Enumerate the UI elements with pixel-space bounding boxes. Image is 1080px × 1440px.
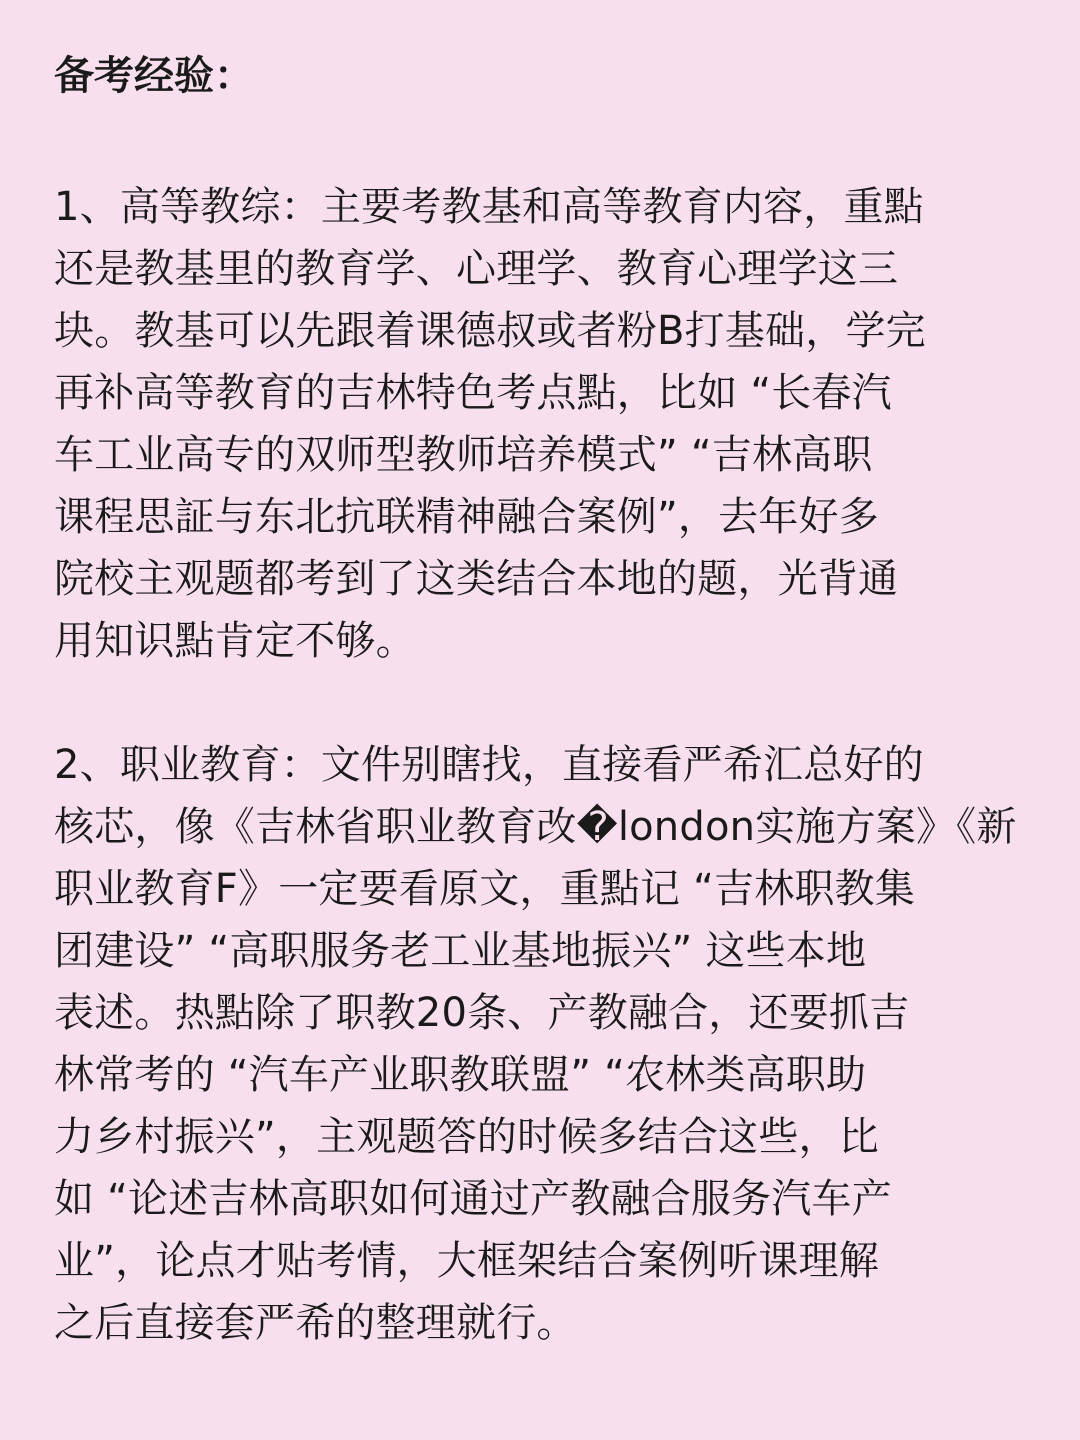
paragraph-line: 如 “论述吉林高职如何通过产教融合服务汽车产 (54, 1176, 892, 1222)
section-higher-education (54, 176, 1034, 672)
paragraph-line: 2、职业教育：文件别瞎找，直接看严希汇总好的 (54, 742, 924, 788)
paragraph-line: 课程思証与东北抗联精神融合案例”，去年好多 (54, 494, 879, 540)
paragraph-line: 1、高等教综：主要考教基和高等教育内容，重點 (54, 184, 924, 230)
paragraph-line: 之后直接套严希的整理就行。 (54, 1300, 577, 1346)
paragraph-line: 还是教基里的教育学、心理学、教育心理学这三 (54, 246, 899, 292)
section-vocational-education (54, 734, 1034, 1354)
paragraph-line: 核芯，像《吉林省职业教育改�london实施方案》《新 (54, 804, 1017, 850)
paragraph-line: 车工业高专的双师型教师培养模式” “吉林高职 (54, 432, 873, 478)
document-body (54, 48, 1034, 1354)
paragraph-line: 用知识點肯定不够。 (54, 618, 416, 664)
paragraph-line: 表述。热點除了职教20条、产教融合，还要抓吉 (54, 990, 910, 1036)
paragraph-line: 职业教育F》一定要看原文，重點记 “吉林职教集 (54, 866, 916, 912)
paragraph-line: 再补高等教育的吉林特色考点點，比如 “长春汽 (54, 370, 892, 416)
page-title: 备考经验： (54, 53, 254, 99)
paragraph-line: 力乡村振兴”，主观题答的时候多结合这些，比 (54, 1114, 879, 1160)
paragraph-line: 块。教基可以先跟着课德叔或者粉B打基础，学完 (54, 308, 926, 354)
paragraph-line: 院校主观题都考到了这类结合本地的题，光背通 (54, 556, 899, 602)
paragraph-line: 林常考的 “汽车产业职教联盟” “农林类高职助 (54, 1052, 867, 1098)
paragraph-line: 团建设” “高职服务老工业基地振兴” 这些本地 (54, 928, 867, 974)
paragraph-line: 业”，论点才贴考情，大框架结合案例听课理解 (54, 1238, 879, 1284)
